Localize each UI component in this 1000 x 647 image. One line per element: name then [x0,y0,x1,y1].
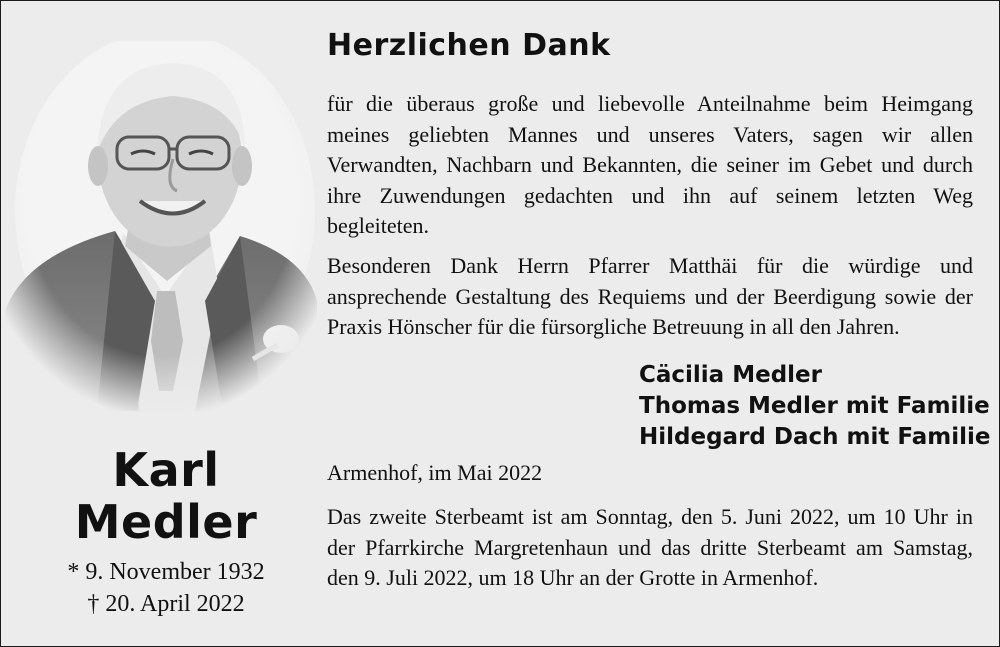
place-date: Armenhof, im Mai 2022 [327,460,543,485]
death-date: † 20. April 2022 [87,591,245,617]
notice-heading: Herzlichen Dank [327,28,611,63]
service-info-paragraph: Das zweite Sterbeamt ist am Sonntag, den 5. Juni 2022, um 10 Uhr in der Pfarrkirche Margretenhaun und das dritte Sterbeamt am Samstag, den 9. Juli 2022, um 18 Uhr an der Grotte in Armenhof. [327,504,973,590]
birth-date: * 9. November 1932 [67,559,265,585]
portrait-photo [5,41,317,411]
deceased-last-name: Medler [74,495,258,549]
signer-name: Hildegard Dach mit Familie [639,424,991,450]
special-thanks-paragraph: Besonderen Dank Herrn Pfarrer Matthäi für die würdige und ansprechende Gestaltung des Requiems und der Beerdigung sowie der Praxis Hönscher für die fürsorgliche Betreuung in all den Jahren. [327,253,973,339]
signers-list [639,360,991,453]
deceased-first-name: Karl [112,443,220,497]
signer-name: Thomas Medler mit Familie [639,393,990,419]
thanks-paragraph: für die überaus große und liebevolle Anteilnahme beim Heimgang meines geliebten Mannes und unseres Vaters, sagen wir allen Verwandten, Nachbarn und Bekannten, die seiner im Gebet und durch ihre Zuwendungen gedachten und ihn auf seinem letzten Weg begleiteten. [327,91,973,238]
signer-name: Cäcilia Medler [639,362,822,388]
